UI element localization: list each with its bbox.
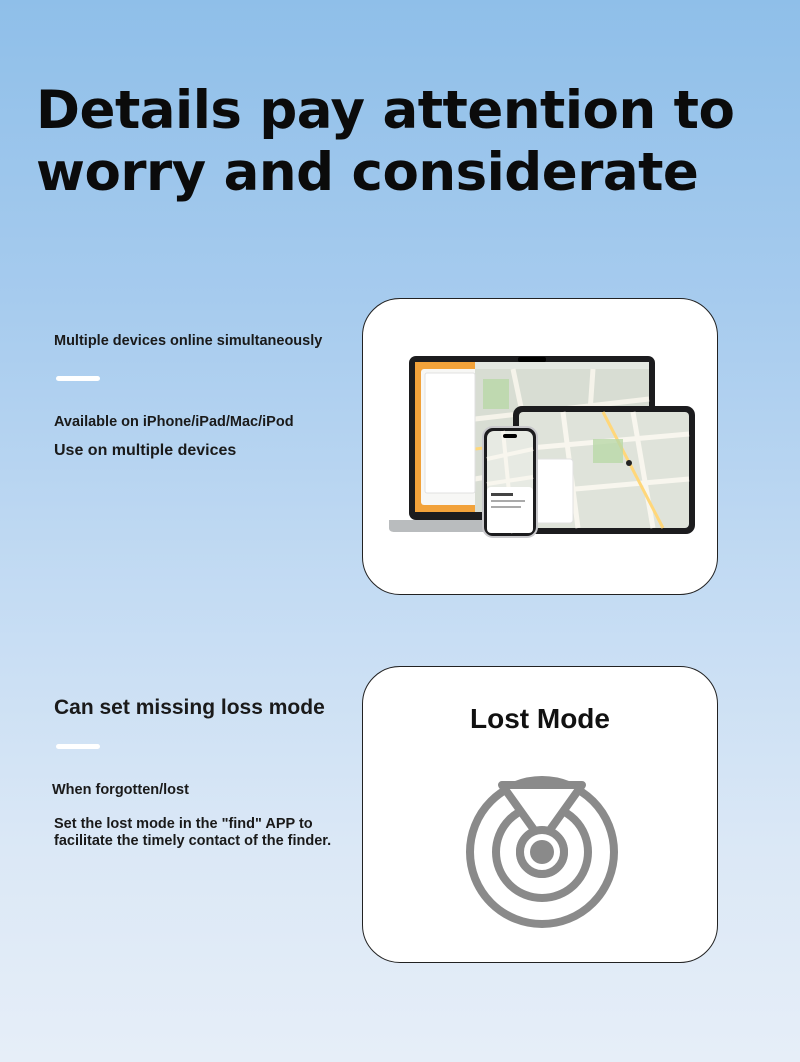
headline-line-2: worry and considerate xyxy=(36,142,699,203)
divider xyxy=(56,744,100,749)
tablet-icon xyxy=(513,406,695,534)
feature-desc-line: Set the lost mode in the "find" APP to xyxy=(54,816,313,832)
headline-line-1: Details pay attention to xyxy=(36,80,735,141)
feature-title: Multiple devices online simultaneously xyxy=(54,333,323,349)
lost-mode-title: Lost Mode xyxy=(470,703,610,734)
feature-lost-mode xyxy=(54,696,354,850)
devices-card xyxy=(362,298,718,595)
feature-multi-device xyxy=(54,333,354,460)
lost-mode-card xyxy=(362,666,718,963)
feature-desc: When forgotten/lost xyxy=(52,782,189,798)
headline xyxy=(36,80,776,204)
divider xyxy=(56,376,100,381)
devices-illustration xyxy=(363,299,719,596)
feature-title: Can set missing loss mode xyxy=(54,696,325,719)
phone-icon xyxy=(483,427,537,537)
radar-icon xyxy=(457,769,627,939)
feature-desc-line: facilitate the timely contact of the finder. xyxy=(54,833,332,849)
feature-desc: Use on multiple devices xyxy=(54,442,237,459)
feature-desc: Available on iPhone/iPad/Mac/iPod xyxy=(54,414,294,430)
feature-desc-long xyxy=(54,816,354,850)
